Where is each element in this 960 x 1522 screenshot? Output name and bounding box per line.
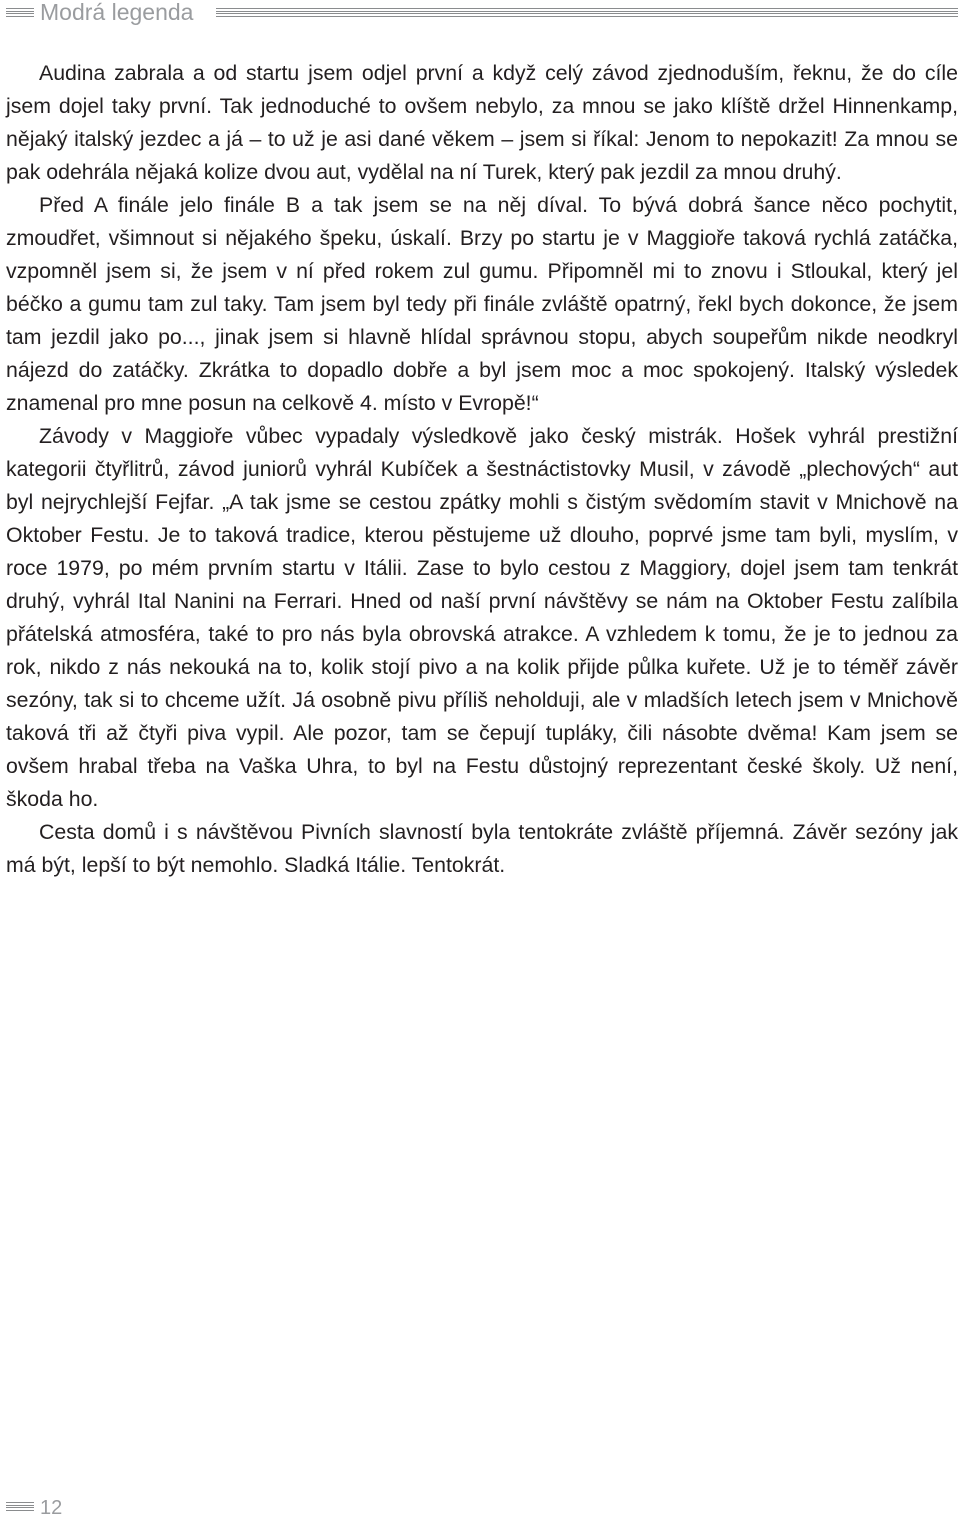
paragraph: Před A finále jelo finále B a tak jsem se na něj díval. To bývá dobrá šance něco pochytit, zmoudřet, všimnout si nějakého špeku, úskalí. Brzy po startu je v Maggioře taková rychlá zatáčka, vzpomněl jsem si, že jsem v ní před rokem zul gumu. Připomněl mi to znovu i Stloukal, který jel béčko a gumu tam zul taky. Tam jsem byl tedy při finále zvláště opatrný, řekl bych dokonce, že jsem tam jezdil jako po..., jinak jsem si hlavně hlídal správnou stopu, abych soupeřům nikde neodkryl nájezd do zatáčky. Zkrátka to dopadlo dobře a byl jsem moc a moc spokojený. Italský výsledek znamenal pro mne posun na celkově 4. místo v Evropě!“ <box>6 193 958 415</box>
paragraph: Cesta domů i s návštěvou Pivních slavností byla tentokráte zvláště příjemná. Závěr sezóny jak má být, lepší to být nemohlo. Sladká Itálie. Tentokrát. <box>6 820 958 877</box>
footer-rule <box>6 1502 34 1511</box>
page-header <box>0 0 960 26</box>
header-rule-left <box>6 8 34 17</box>
article-body <box>6 57 958 882</box>
section-title: Modrá legenda <box>40 0 194 25</box>
page-number: 12 <box>40 1497 63 1519</box>
page-footer <box>0 1496 120 1522</box>
paragraph: Závody v Maggioře vůbec vypadaly výsledkově jako český mistrák. Hošek vyhrál prestižní kategorii čtyřlitrů, závod juniorů vyhrál Kubíček a šestnáctistovky Musil, v závodě „plechových“ aut byl nejrychlejší Fejfar. „A tak jsme se cestou zpátky mohli s čistým svědomím stavit v Mnichově na Oktober Festu. Je to taková tradice, kterou pěstujeme už dlouho, poprvé jsme tam byli, myslím, v roce 1979, po mém prvním startu v Itálii. Zase to bylo cestou z Maggiory, dojel jsem tam tenkrát druhý, vyhrál Ital Nanini na Ferrari. Hned od naší první návštěvy se nám na Oktober Festu zalíbila přátelská atmosféra, také to pro nás byla obrovská atrakce. A vzhledem k tomu, že je to jednou za rok, nikdo z nás nekouká na to, kolik stojí pivo a na kolik přijde půlka kuřete. Už je to téměř závěr sezóny, tak si to chceme užít. Já osobně pivu příliš neholduji, ale v mladších letech jsem v Mnichově taková tři až čtyři piva vypil. Ale pozor, tam se čepují tupláky, čili násobte dvěma! Kam jsem se ovšem hrabal třeba na Vaška Uhra, to byl na Festu důstojný reprezentant české školy. Už není, škoda ho. <box>6 424 958 811</box>
header-rule-right <box>216 8 958 17</box>
paragraph: Audina zabrala a od startu jsem odjel první a když celý závod zjednoduším, řeknu, že do cíle jsem dojel taky první. Tak jednoduché to ovšem nebylo, za mnou se jako klíště držel Hinnenkamp, nějaký italský jezdec a já – to už je asi dané věkem – jsem si říkal: Jenom to nepokazit! Za mnou se pak odehrála nějaká kolize dvou aut, vydělal na ní Turek, který pak jezdil za mnou druhý. <box>6 61 958 184</box>
